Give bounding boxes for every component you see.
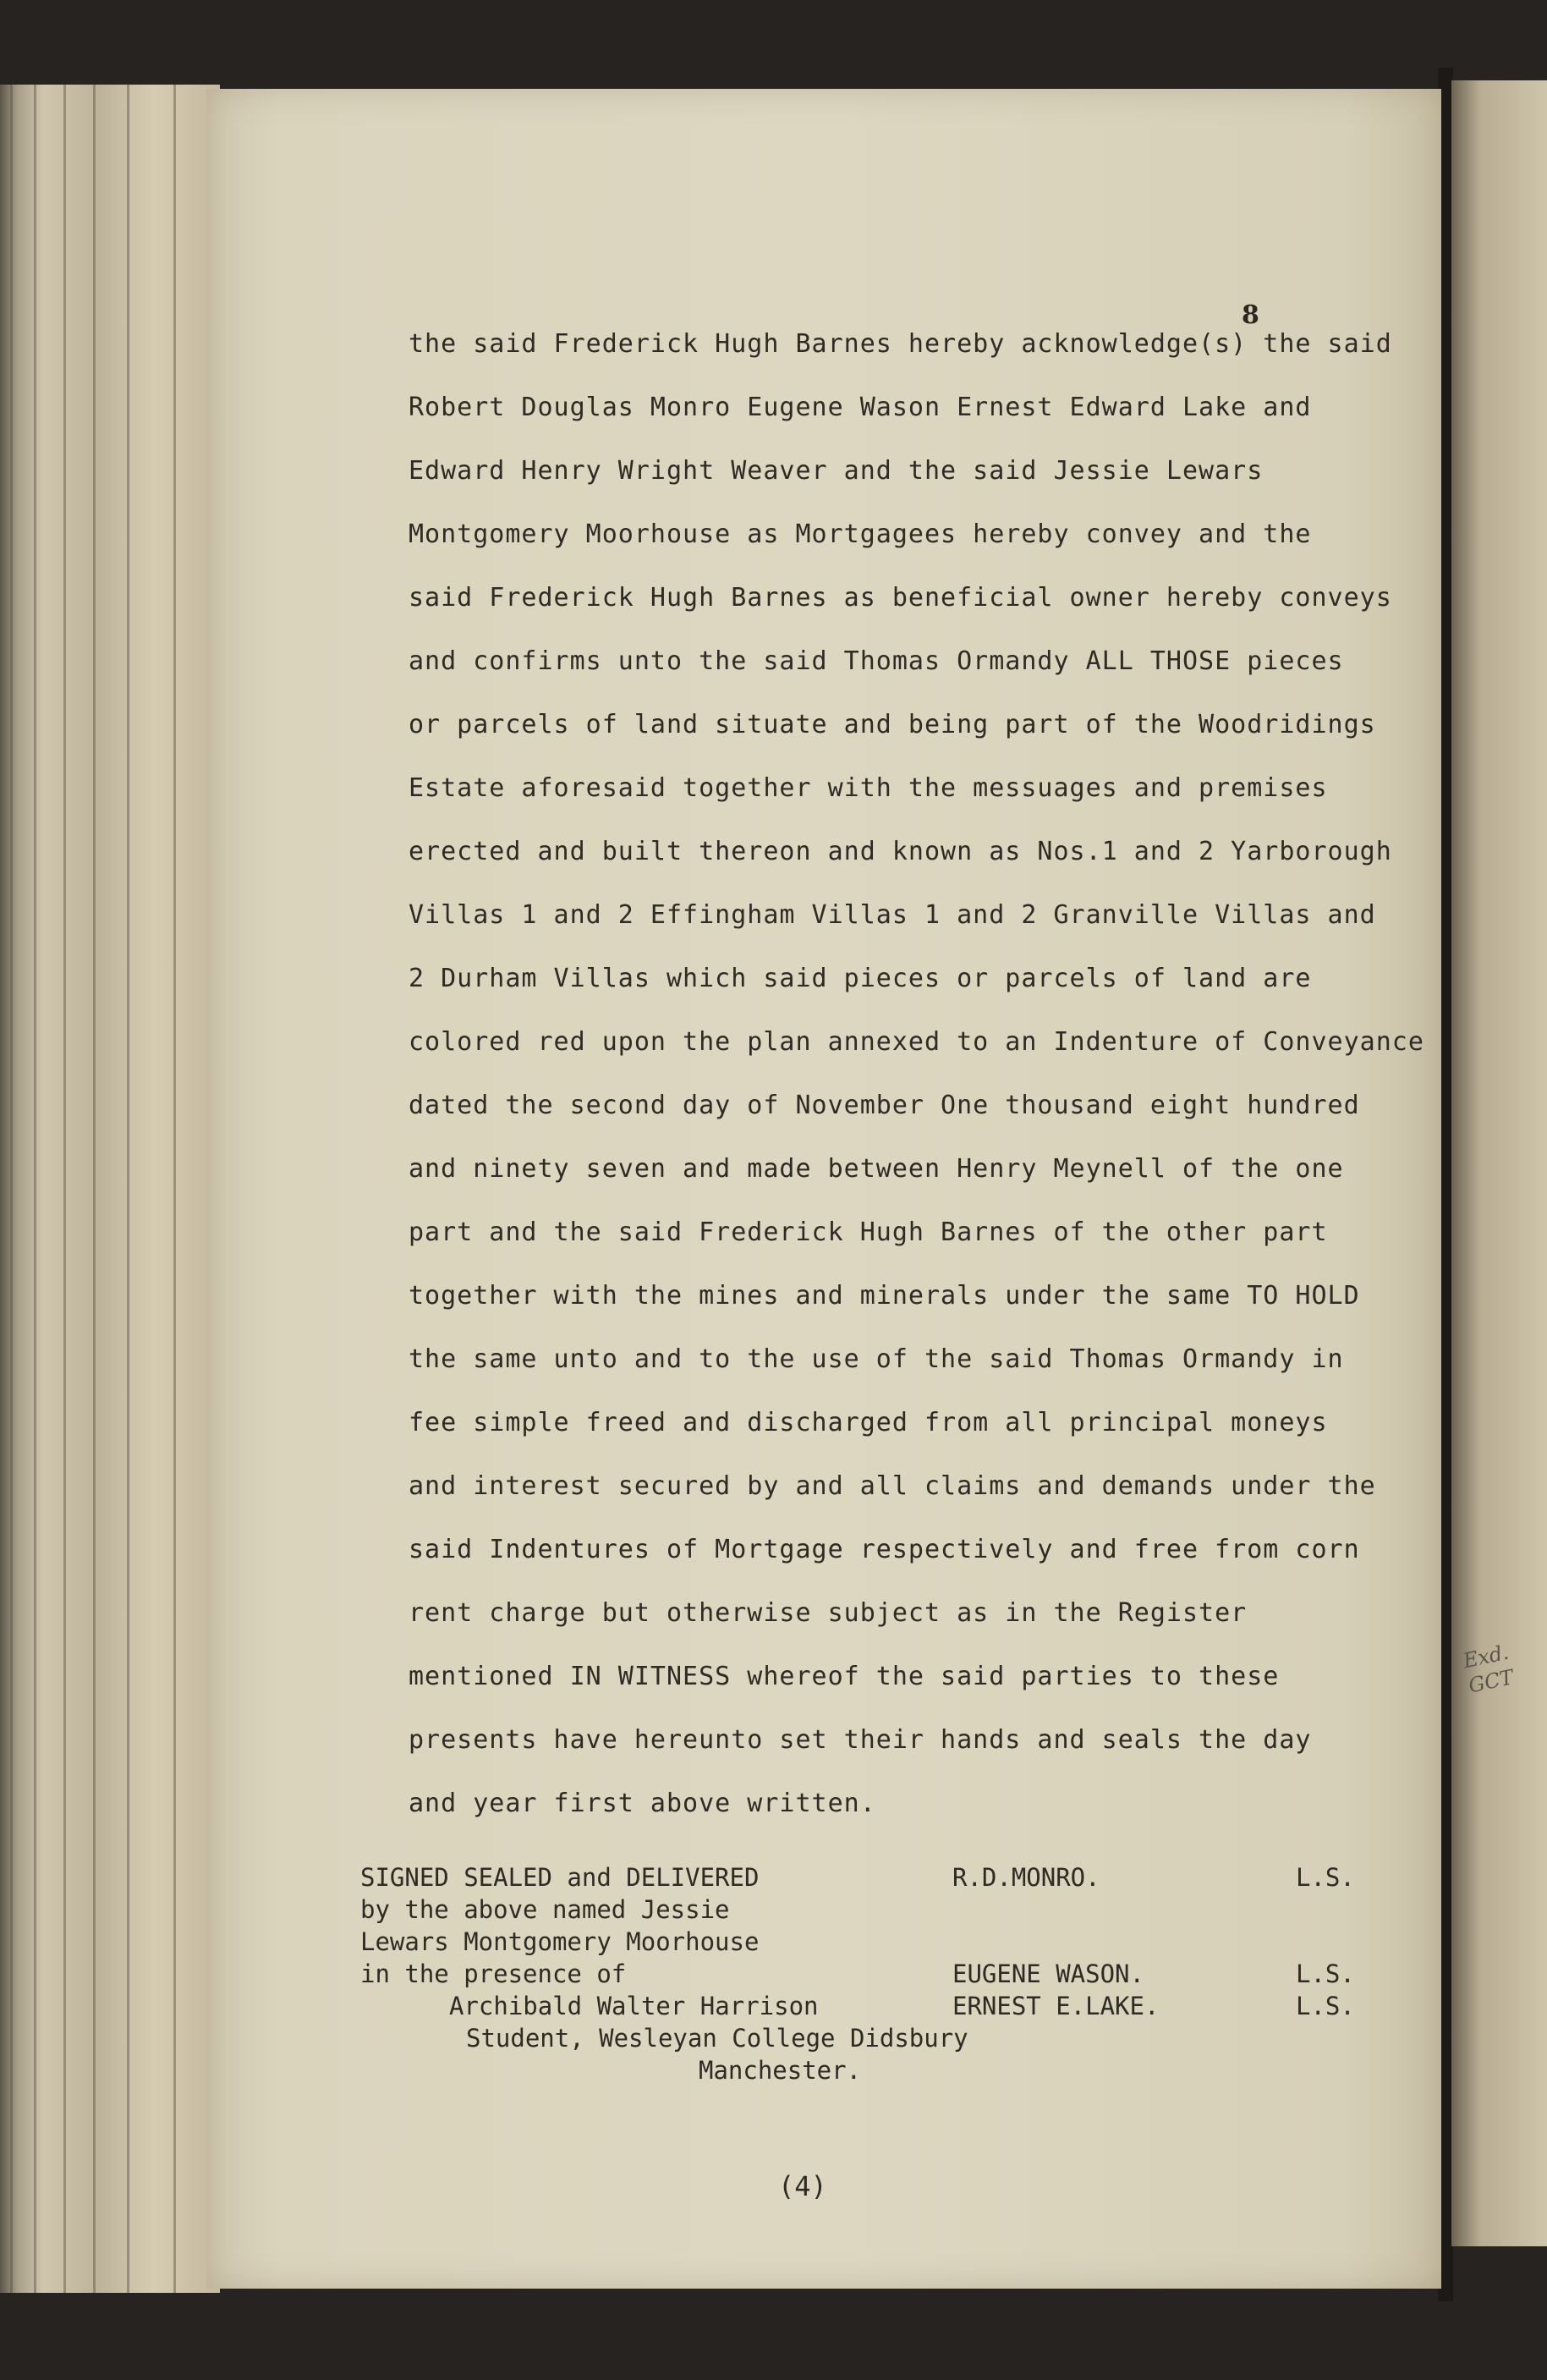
body-line: together with the mines and minerals under the same TO HOLD (409, 1281, 1360, 1311)
attestation-text (360, 1861, 885, 1990)
body-line: Montgomery Moorhouse as Mortgagees hereby convey and the (409, 519, 1312, 549)
body-line: said Frederick Hugh Barnes as beneficial owner hereby conveys (409, 583, 1392, 613)
signatory-name (952, 1926, 1159, 1958)
body-line: and year first above written. (409, 1789, 876, 1818)
page-edge (10, 85, 13, 2293)
body-line: 2 Durham Villas which said pieces or parcels of land are (409, 964, 1312, 993)
page-edge (127, 85, 129, 2293)
deed-body-text (409, 329, 1424, 1855)
body-line: the same unto and to the use of the said Thomas Ormandy in (409, 1344, 1344, 1374)
seal-mark (1296, 1894, 1355, 1926)
attestation-line: Lewars Montgomery Moorhouse (360, 1927, 760, 1956)
execution-clause (360, 1861, 1418, 2090)
signatory-name: R.D.MONRO. (952, 1863, 1100, 1892)
body-line: or parcels of land situate and being part of the Woodridings (409, 710, 1376, 739)
body-line: Edward Henry Wright Weaver and the said Jessie Lewars (409, 456, 1264, 486)
signatory-name: EUGENE WASON. (952, 1960, 1144, 1988)
witness-name: Archibald Walter Harrison (449, 1992, 819, 2020)
body-line: said Indentures of Mortgage respectively and free from corn (409, 1535, 1360, 1564)
body-line: mentioned IN WITNESS whereof the said parties to these (409, 1662, 1280, 1691)
body-line: and confirms unto the said Thomas Ormandy ALL THOSE pieces (409, 646, 1344, 676)
body-line: dated the second day of November One thousand eight hundred (409, 1091, 1360, 1120)
body-line: and interest secured by and all claims and demands under the (409, 1471, 1376, 1501)
body-line: the said Frederick Hugh Barnes hereby acknowledge(s) the said (409, 329, 1392, 359)
witness-address: Student, Wesleyan College Didsbury (466, 2024, 968, 2053)
margin-annotation: Exd. GCT (1461, 1640, 1516, 1698)
page-edge (173, 85, 176, 2293)
facing-page-edge (1451, 80, 1547, 2246)
body-line: colored red upon the plan annexed to an Indenture of Conveyance (409, 1027, 1424, 1057)
seal-mark: L.S. (1296, 1863, 1355, 1892)
body-line: Estate aforesaid together with the messuages and premises (409, 773, 1328, 803)
signatory-name (952, 1894, 1159, 1926)
seal-mark: L.S. (1296, 1992, 1355, 2020)
seal-mark (1296, 1926, 1355, 1958)
body-line: part and the said Frederick Hugh Barnes of the other part (409, 1217, 1328, 1247)
body-line: presents have hereunto set their hands and seals the day (409, 1725, 1312, 1755)
body-line: Villas 1 and 2 Effingham Villas 1 and 2 Granville Villas and (409, 900, 1376, 930)
body-line: rent charge but otherwise subject as in the Register (409, 1598, 1248, 1628)
body-line: Robert Douglas Monro Eugene Wason Ernest Edward Lake and (409, 393, 1312, 422)
attestation-line: by the above named Jessie (360, 1895, 730, 1924)
page-number: (4) (778, 2170, 827, 2202)
seal-mark: L.S. (1296, 1960, 1355, 1988)
attestation-line: in the presence of (360, 1960, 627, 1988)
body-line: fee simple freed and discharged from all principal moneys (409, 1408, 1328, 1437)
page-edge (63, 85, 66, 2293)
binder-stack (0, 85, 220, 2293)
corner-mark: 8 (1242, 300, 1259, 330)
page-edge (93, 85, 96, 2293)
signatories (952, 1861, 1159, 2022)
page-edge (34, 85, 36, 2293)
signatory-name: ERNEST E.LAKE. (952, 1992, 1160, 2020)
witness-address-city: Manchester. (699, 2056, 862, 2085)
body-line: and ninety seven and made between Henry Meynell of the one (409, 1154, 1344, 1184)
seal-marks (1296, 1861, 1355, 2022)
attestation-line: SIGNED SEALED and DELIVERED (360, 1863, 760, 1892)
body-line: erected and built thereon and known as Nos.1 and 2 Yarborough (409, 837, 1392, 866)
